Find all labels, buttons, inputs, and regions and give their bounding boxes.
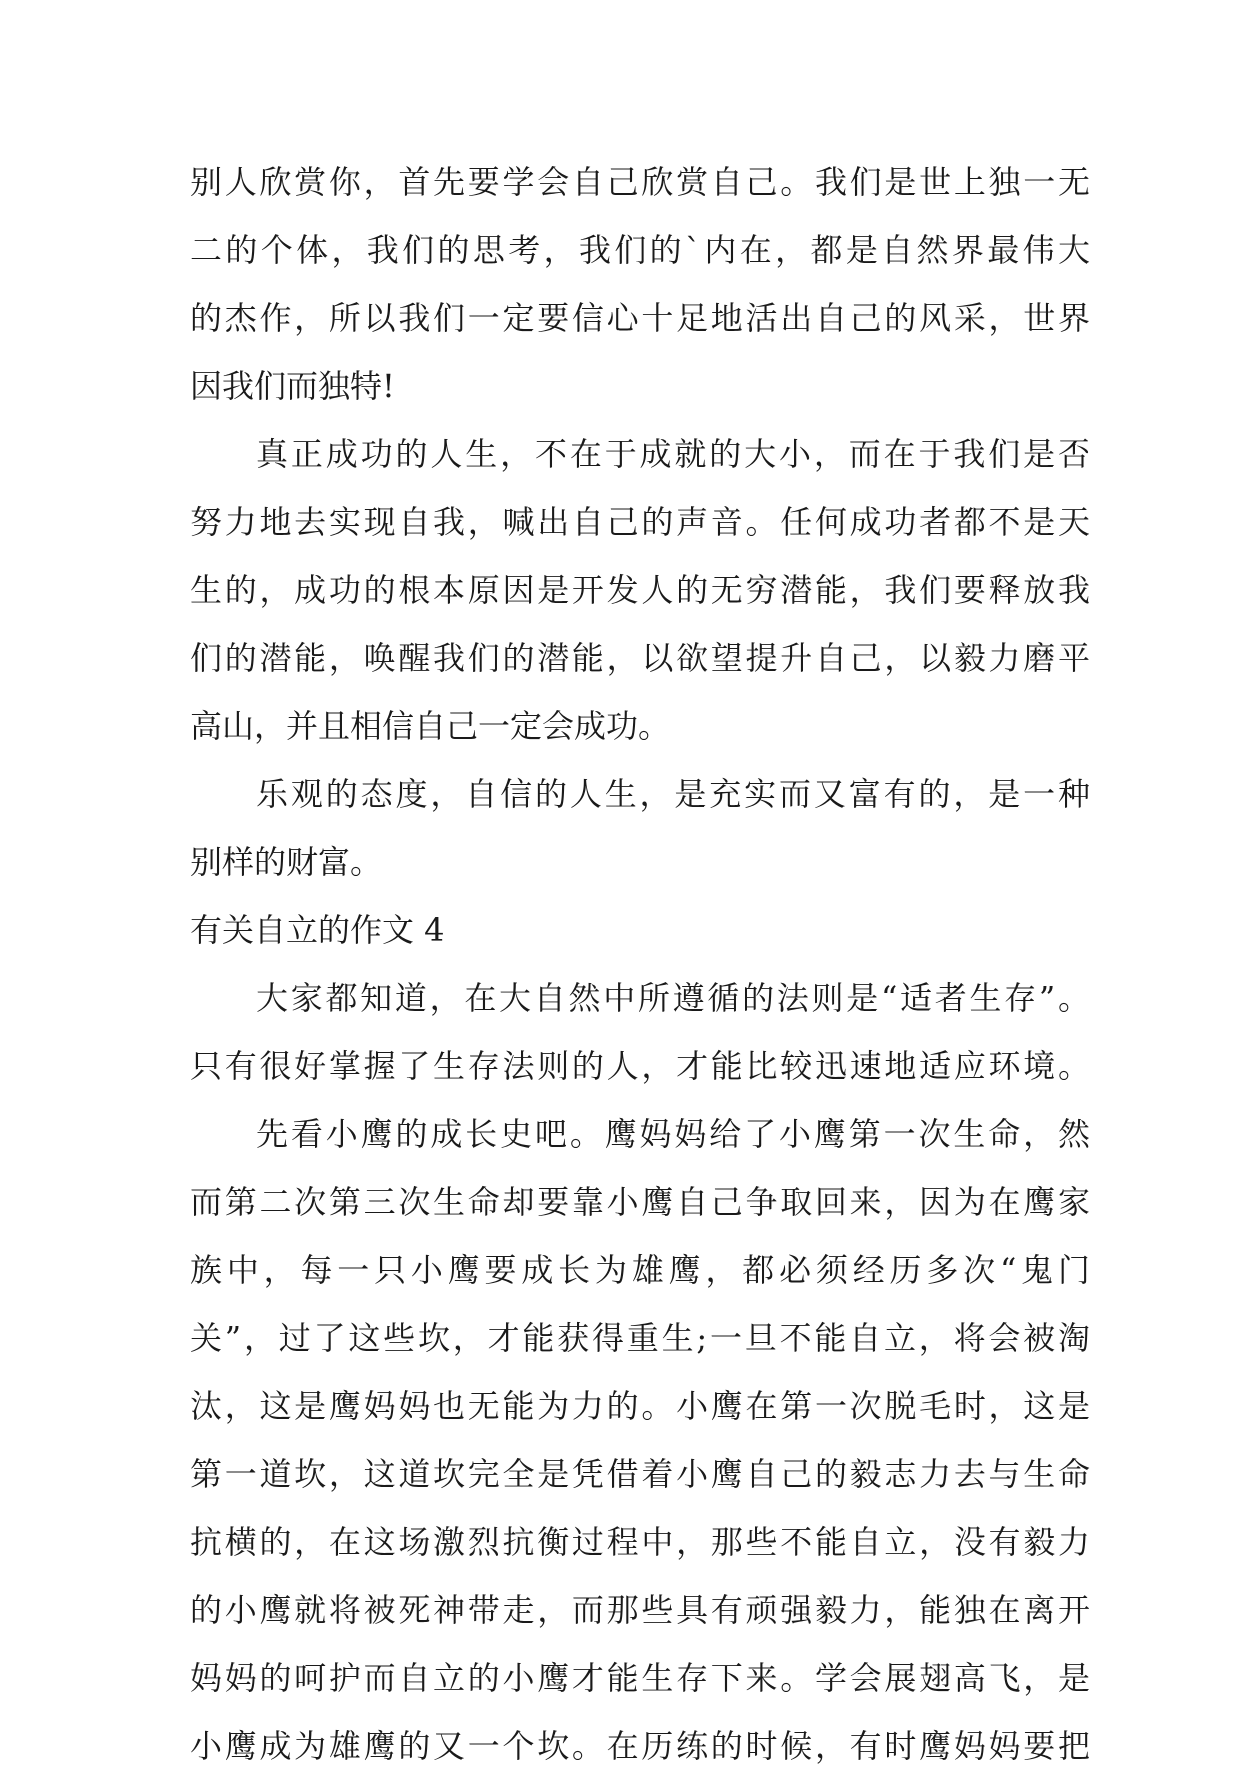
- text-line: 别人欣赏你，首先要学会自己欣赏自己。我们是世上独一无: [190, 163, 1090, 201]
- paragraph-first-line: 真正成功的人生，不在于成就的大小，而在于我们是否: [256, 435, 1090, 473]
- paragraph-first-line: 先看小鹰的成长史吧。鹰妈妈给了小鹰第一次生命，然: [256, 1115, 1090, 1153]
- text-line: 关”，过了这些坎，才能获得重生;一旦不能自立，将会被淘: [190, 1319, 1090, 1357]
- text-line: 抗横的，在这场激烈抗衡过程中，那些不能自立，没有毅力: [190, 1523, 1090, 1561]
- text-line: 族中，每一只小鹰要成长为雄鹰，都必须经历多次“鬼门: [190, 1251, 1090, 1289]
- text-line: 而第二次第三次生命却要靠小鹰自己争取回来，因为在鹰家: [190, 1183, 1090, 1221]
- paragraph-first-line: 乐观的态度，自信的人生，是充实而又富有的，是一种: [256, 775, 1090, 813]
- text-line: 努力地去实现自我，喊出自己的声音。任何成功者都不是天: [190, 503, 1090, 541]
- text-line: 汰，这是鹰妈妈也无能为力的。小鹰在第一次脱毛时，这是: [190, 1387, 1090, 1425]
- text-line: 高山，并且相信自己一定会成功。: [190, 707, 671, 745]
- text-line: 的杰作，所以我们一定要信心十足地活出自己的风采，世界: [190, 299, 1090, 337]
- text-line: 只有很好掌握了生存法则的人，才能比较迅速地适应环境。: [190, 1047, 1090, 1085]
- text-line: 小鹰成为雄鹰的又一个坎。在历练的时候，有时鹰妈妈要把: [190, 1727, 1090, 1765]
- paragraph-first-line: 大家都知道，在大自然中所遵循的法则是“适者生存”。: [256, 979, 1090, 1017]
- text-line: 妈妈的呵护而自立的小鹰才能生存下来。学会展翅高飞，是: [190, 1659, 1090, 1697]
- text-line: 二的个体，我们的思考，我们的`内在，都是自然界最伟大: [190, 231, 1090, 269]
- section-heading: 有关自立的作文 4: [190, 911, 445, 949]
- text-line: 生的，成功的根本原因是开发人的无穷潜能，我们要释放我: [190, 571, 1090, 609]
- text-line: 因我们而独特!: [190, 367, 395, 405]
- text-line: 别样的财富。: [190, 843, 383, 881]
- text-line: 的小鹰就将被死神带走，而那些具有顽强毅力，能独在离开: [190, 1591, 1090, 1629]
- text-line: 第一道坎，这道坎完全是凭借着小鹰自己的毅志力去与生命: [190, 1455, 1090, 1493]
- document-body: [190, 148, 1090, 1780]
- text-line: 们的潜能，唤醒我们的潜能，以欲望提升自己，以毅力磨平: [190, 639, 1090, 677]
